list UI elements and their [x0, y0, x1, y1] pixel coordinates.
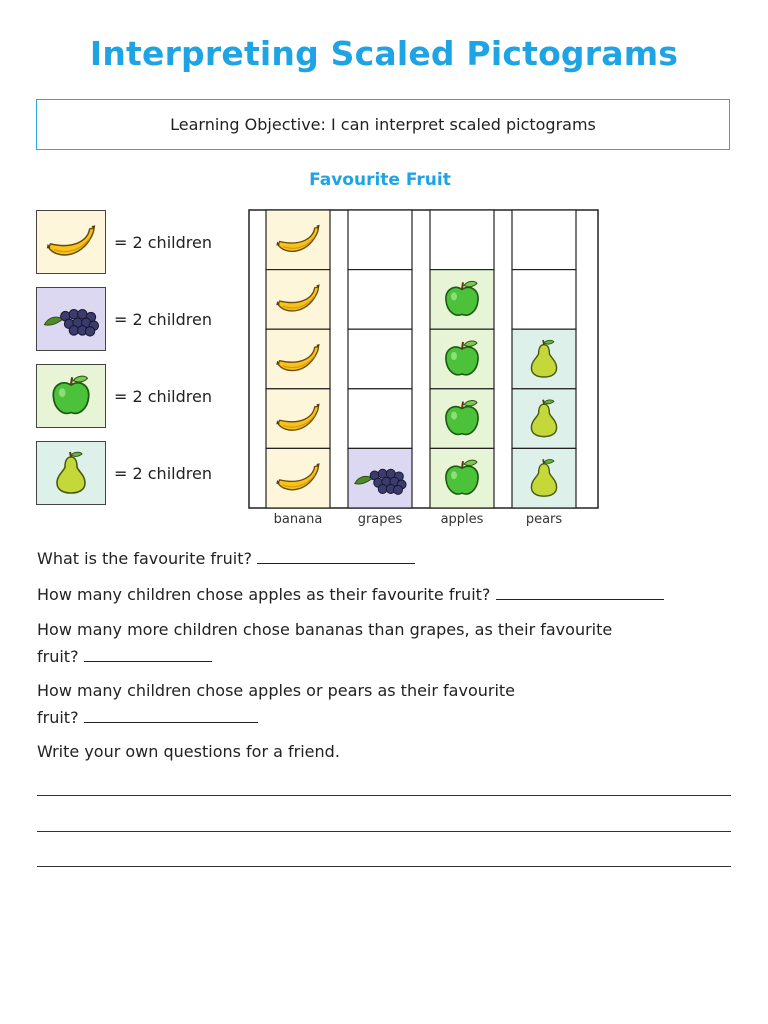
question-text: fruit?	[37, 708, 79, 727]
x-axis-label: grapes	[357, 512, 403, 527]
pictogram-empty-cell	[348, 329, 412, 389]
question-text: Write your own questions for a friend.	[37, 742, 340, 761]
pictogram-symbol-cell	[266, 210, 330, 270]
key-text: = 2 children	[114, 386, 212, 406]
pictogram-symbol-cell	[266, 270, 330, 330]
question-2	[37, 581, 664, 608]
pictogram-symbol-cell	[266, 329, 330, 389]
page-title: Interpreting Scaled Pictograms	[89, 34, 679, 73]
question-text: fruit?	[37, 647, 79, 666]
answer-blank[interactable]	[84, 704, 258, 723]
question-text: What is the favourite fruit?	[37, 549, 252, 568]
answer-blank[interactable]	[257, 545, 415, 564]
writing-line[interactable]	[37, 795, 731, 796]
pictogram-empty-cell	[430, 210, 494, 270]
pictogram-symbol-cell	[266, 389, 330, 449]
x-axis-label: apples	[440, 512, 484, 527]
learning-objective-text: Learning Objective: I can interpret scaled pictograms	[170, 115, 596, 134]
writing-line[interactable]	[37, 866, 731, 867]
question-4	[37, 678, 515, 731]
pictogram-empty-cell	[348, 389, 412, 449]
pictogram-empty-cell	[348, 270, 412, 330]
question-3	[37, 617, 612, 670]
question-1	[37, 545, 415, 572]
x-axis-label: banana	[273, 512, 323, 527]
answer-blank[interactable]	[84, 643, 212, 662]
question-5	[37, 739, 340, 765]
pictogram-empty-cell	[348, 210, 412, 270]
pictogram-empty-cell	[512, 270, 576, 330]
answer-blank[interactable]	[496, 581, 664, 600]
pictogram-symbol-cell	[266, 448, 330, 508]
question-text: How many children chose apples or pears as their favourite	[37, 681, 516, 700]
x-axis-label: pears	[525, 512, 563, 527]
key-text: = 2 children	[114, 232, 212, 252]
pictogram-empty-cell	[512, 210, 576, 270]
writing-line[interactable]	[37, 831, 731, 832]
question-text: How many more children chose bananas than grapes, as their favourite	[37, 620, 613, 639]
key-text: = 2 children	[114, 309, 212, 329]
key-text: = 2 children	[114, 463, 212, 483]
chart-title: Favourite Fruit	[309, 170, 451, 190]
question-text: How many children chose apples as their favourite fruit?	[37, 585, 491, 604]
